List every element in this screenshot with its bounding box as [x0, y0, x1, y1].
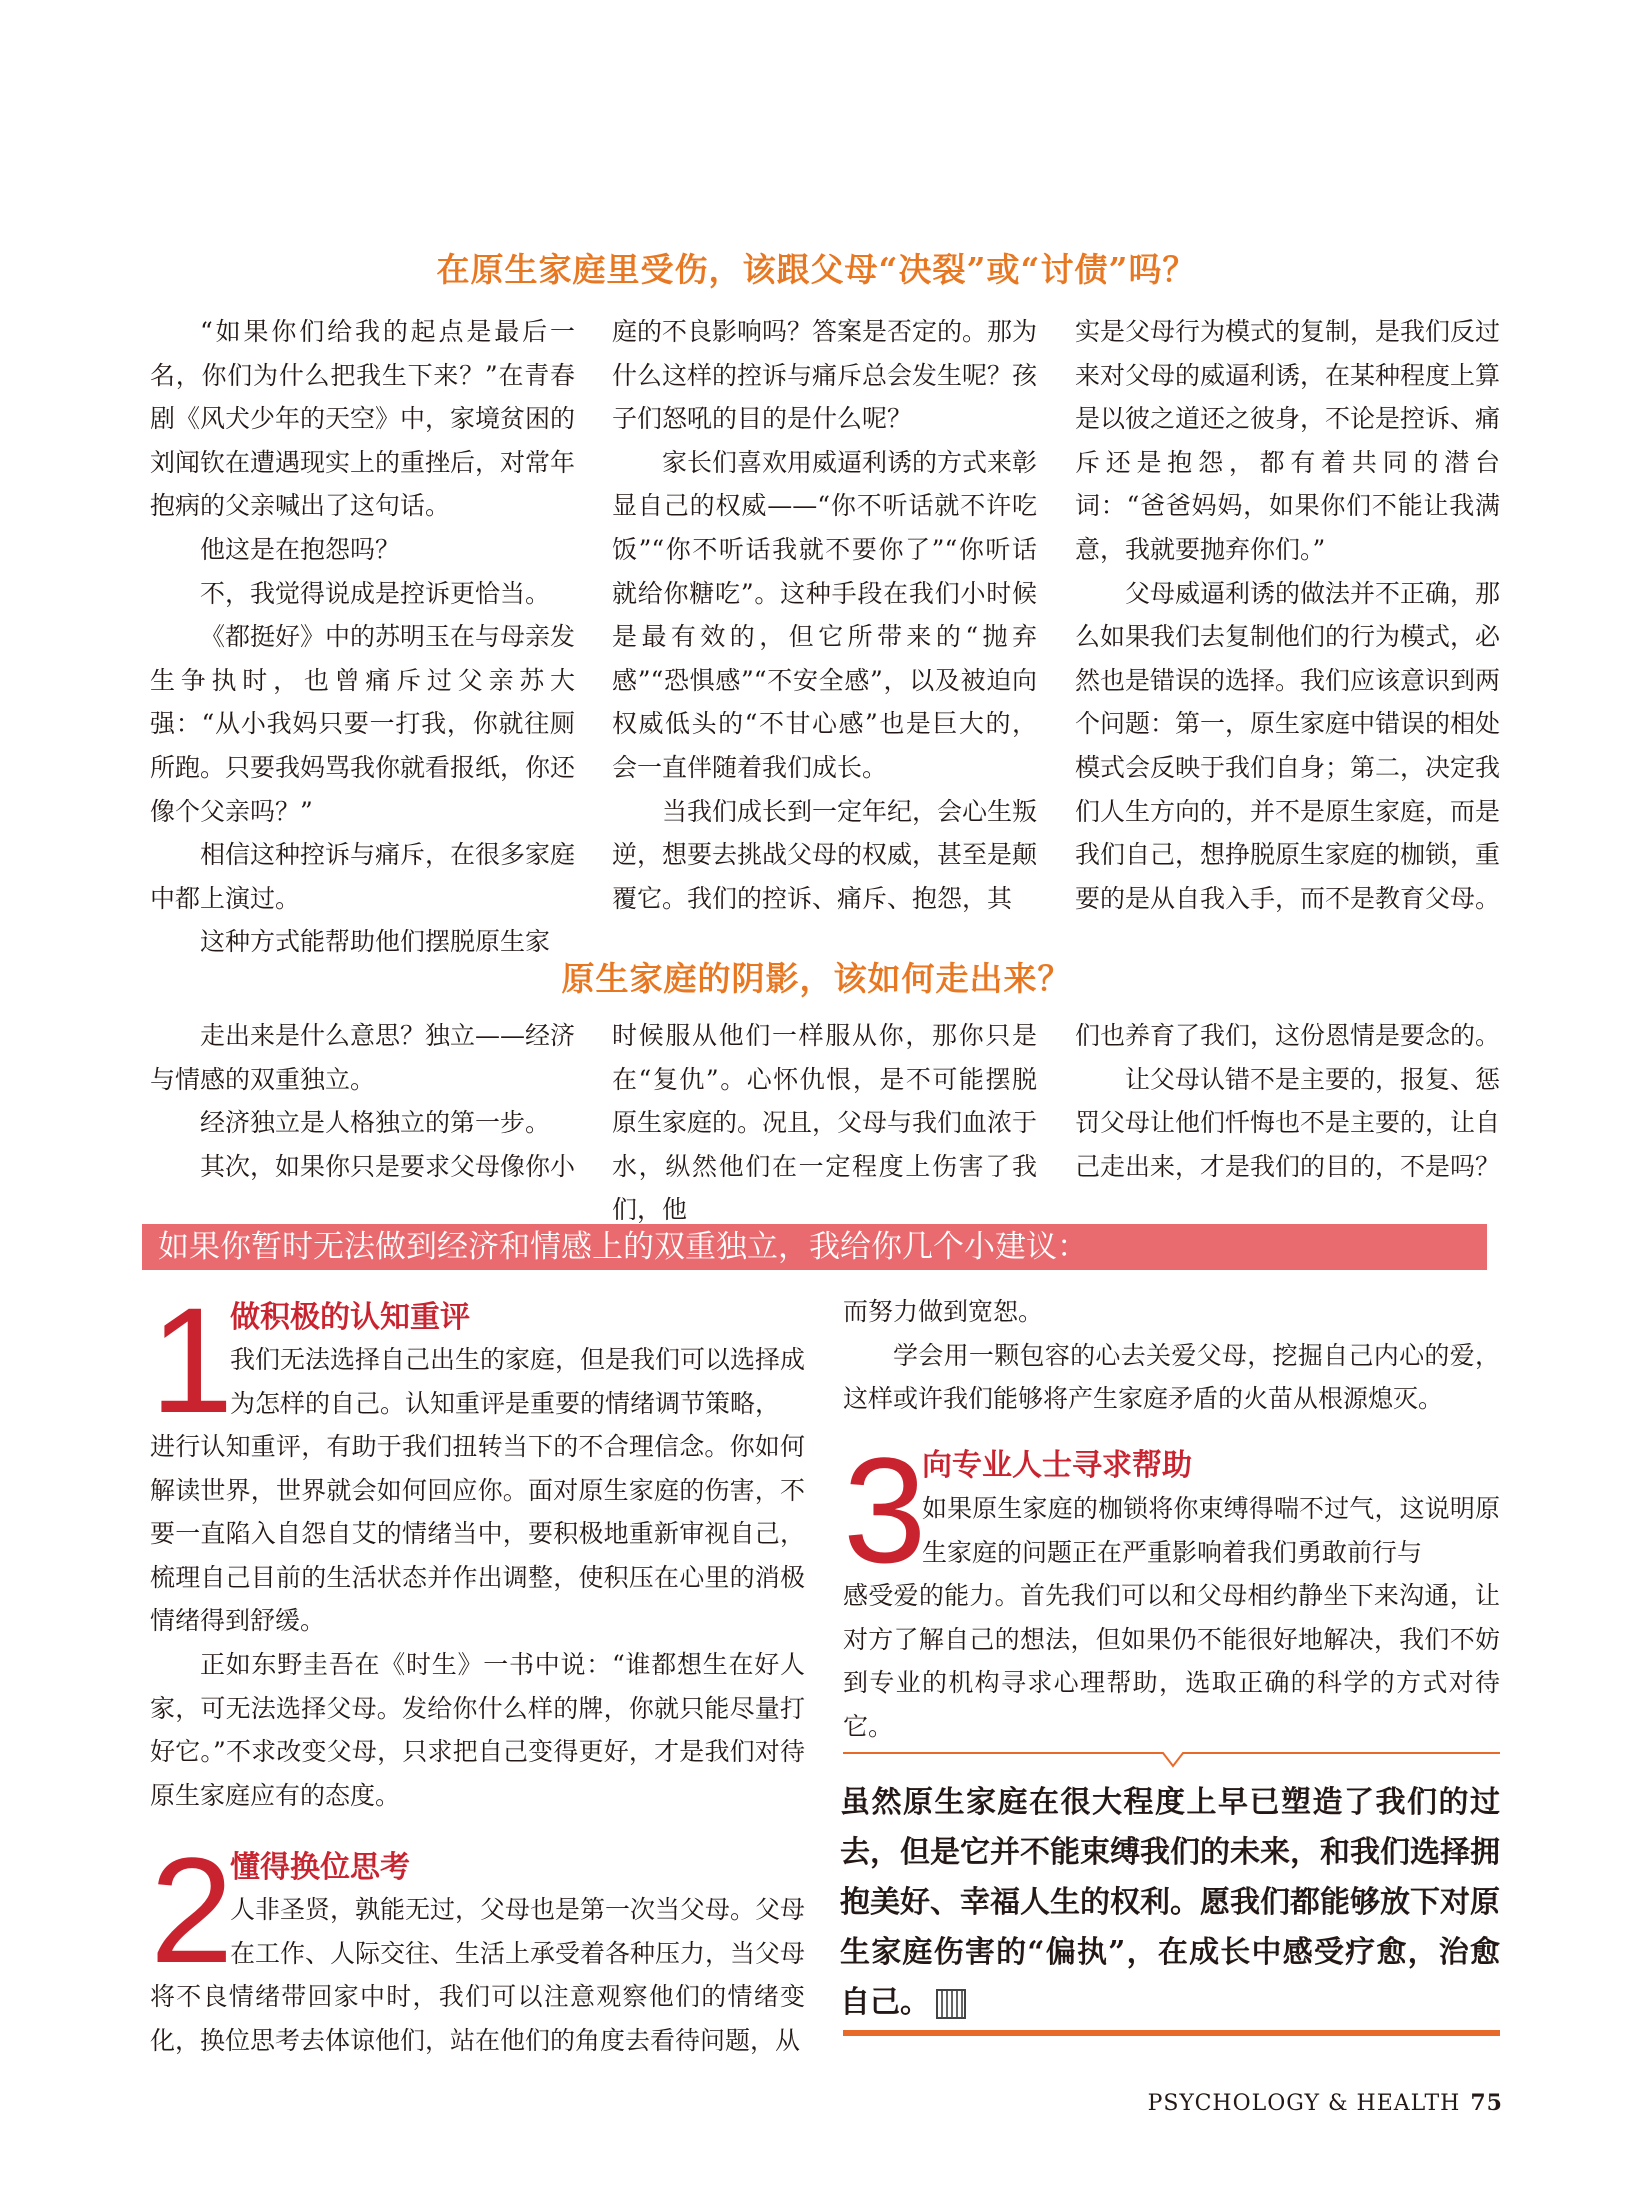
seal-icon [936, 1989, 966, 2019]
paragraph: 走出来是什么意思？独立——经济与情感的双重独立。 [150, 1021, 576, 1094]
paragraph: 其次，如果你只是要求父母像你小 [200, 1151, 576, 1181]
tip-3-number: 3 [843, 1426, 927, 1594]
paragraph: 学会用一颗包容的心去关爱父母，挖掘自己内心的爱，这样或许我们能够将产生家庭矛盾的火苗从根源熄灭。 [843, 1340, 1500, 1414]
paragraph: 实是父母行为模式的复制，是我们反过来对父母的威逼利诱，在某种程度上算是以彼之道还之彼身，不论是控诉、痛斥还是抱怨，都有着共同的潜台词：“爸爸妈妈，如果你们不能让我满意，我就要抛弃你们。” [1075, 317, 1501, 564]
tip-2-number: 2 [150, 1826, 234, 1994]
paragraph: 而努力做到宽恕。 [843, 1297, 1044, 1326]
paragraph: 庭的不良影响吗？答案是否定的。那为什么这样的控诉与痛斥总会发生呢？孩子们怒吼的目的是什么呢？ [612, 317, 1038, 434]
tip-3-body: 感受爱的能力。首先我们可以和父母相约静坐下来沟通，让对方了解自己的想法，但如果仍不能很好地解决，我们不妨到专业的机构寻求心理帮助，选取正确的科学的方式对待它。 [843, 1581, 1500, 1741]
paragraph: 时候服从他们一样服从你，那你只是在“复仇”。心怀仇恨，是不可能摆脱原生家庭的。况且，父母与我们血浓于水，纵然他们在一定程度上伤害了我们，他 [612, 1021, 1038, 1225]
closing-statement [840, 1778, 1500, 2028]
tip-1-title: 做积极的认知重评 [230, 1300, 470, 1335]
paragraph: 不，我觉得说成是控诉更恰当。 [200, 578, 551, 608]
section2-col3 [1075, 1014, 1500, 1188]
paragraph: 这种方式能帮助他们摆脱原生家 [200, 927, 551, 957]
section1-col3 [1075, 310, 1500, 920]
tip-1-number: 1 [150, 1276, 234, 1444]
tip-2-title: 懂得换位思考 [230, 1850, 410, 1885]
tip-3-lead: 如果原生家庭的枷锁将你束缚得喘不过气，这说明原生家庭的问题正在严重影响着我们勇敢前行与 [922, 1494, 1500, 1567]
paragraph: 父母威逼利诱的做法并不正确，那么如果我们去复制他们的行为模式，必然也是错误的选择。我们应该意识到两个问题：第一，原生家庭中错误的相处模式会反映于我们自身；第二，决定我们人生方向的，并不是原生家庭，而是我们自己，想挣脱原生家庭的枷锁，重要的是从自我入手，而不是教育父母。 [1075, 578, 1501, 913]
section1-col2 [612, 310, 1037, 920]
tip-2-body: 将不良情绪带回家中时，我们可以注意观察他们的情绪变化，换位思考去体谅他们，站在他们的角度去看待问题，从 [150, 1982, 805, 2055]
tip-2-lead: 人非圣贤，孰能无过，父母也是第一次当父母。父母在工作、人际交往、生活上承受着各种压力，当父母 [230, 1895, 806, 1968]
paragraph: 家长们喜欢用威逼利诱的方式来彰显自己的权威——“你不听话就不许吃饭”“你不听话我就不要你了”“你听话就给你糖吃”。这种手段在我们小时候是最有效的，但它所带来的“抛弃感”“恐惧感”“不安全感”，以及被迫向权威低头的“不甘心感”也是巨大的，会一直伴随着我们成长。 [612, 447, 1038, 782]
advice-banner: 如果你暂时无法做到经济和情感上的双重独立，我给你几个小建议： [142, 1224, 1487, 1270]
paragraph: 正如东野圭吾在《时生》一书中说：“谁都想生在好人家，可无法选择父母。发给你什么样的牌，你就只能尽量打好它。”不求改变父母，只求把自己变得更好，才是我们对待原生家庭应有的态度。 [150, 1649, 805, 1810]
closing-top-rule [843, 1752, 1500, 1772]
section1-col1 [150, 310, 575, 964]
page-number: 75 [1470, 2090, 1503, 2116]
paragraph: 他这是在抱怨吗？ [200, 534, 401, 564]
tip-1-lead: 我们无法选择自己出生的家庭，但是我们可以选择成为怎样的自己。认知重评是重要的情绪调节策略， [230, 1345, 806, 1418]
paragraph: 《都挺好》中的苏明玉在与母亲发生争执时，也曾痛斥过父亲苏大强：“从小我妈只要一打我，你就往厕所跑。只要我妈骂我你就看报纸，你还像个父亲吗？” [150, 622, 576, 826]
paragraph: 当我们成长到一定年纪，会心生叛逆，想要去挑战父母的权威，甚至是颠覆它。我们的控诉、痛斥、抱怨，其 [612, 796, 1038, 913]
magazine-name: PSYCHOLOGY & HEALTH [1147, 2091, 1461, 2116]
paragraph: 进行认知重评，有助于我们扭转当下的不合理信念。你如何解读世界，世界就会如何回应你。面对原生家庭的伤害，不要一直陷入自怨自艾的情绪当中，要积极地重新审视自己，梳理自己目前的生活状态并作出调整，使积压在心里的消极情绪得到舒缓。 [150, 1432, 805, 1636]
section1-title: 在原生家庭里受伤，该跟父母“决裂”或“讨债”吗？ [436, 250, 1197, 289]
closing-bottom-rule [843, 2030, 1500, 2036]
page-footer [1148, 2090, 1503, 2116]
tip-3-title: 向专业人士寻求帮助 [922, 1448, 1192, 1483]
section2-col1 [150, 1014, 575, 1188]
paragraph: 相信这种控诉与痛斥，在很多家庭中都上演过。 [150, 840, 576, 913]
section2-col2 [612, 1014, 1037, 1232]
paragraph: “如果你们给我的起点是最后一名，你们为什么把我生下来？”在青春剧《风犬少年的天空》中，家境贫困的刘闻钦在遭遇现实上的重挫后，对常年抱病的父亲喊出了这句话。 [150, 317, 576, 521]
closing-text: 虽然原生家庭在很大程度上早已塑造了我们的过去，但是它并不能束缚我们的未来，和我们选择拥抱美好、幸福人生的权利。愿我们都能够放下对原生家庭伤害的“偏执”，在成长中感受疗愈，治愈自己。 [840, 1785, 1500, 2020]
section2-title: 原生家庭的阴影，该如何走出来？ [561, 959, 1072, 998]
paragraph: 们也养育了我们，这份恩情是要念的。 [1075, 1021, 1501, 1050]
paragraph: 让父母认错不是主要的，报复、惩罚父母让他们忏悔也不是主要的，让自己走出来，才是我们的目的，不是吗？ [1075, 1064, 1501, 1181]
tip-2-continued [843, 1290, 1500, 1421]
paragraph: 经济独立是人格独立的第一步。 [200, 1108, 551, 1138]
tip-1-body [150, 1425, 805, 1817]
